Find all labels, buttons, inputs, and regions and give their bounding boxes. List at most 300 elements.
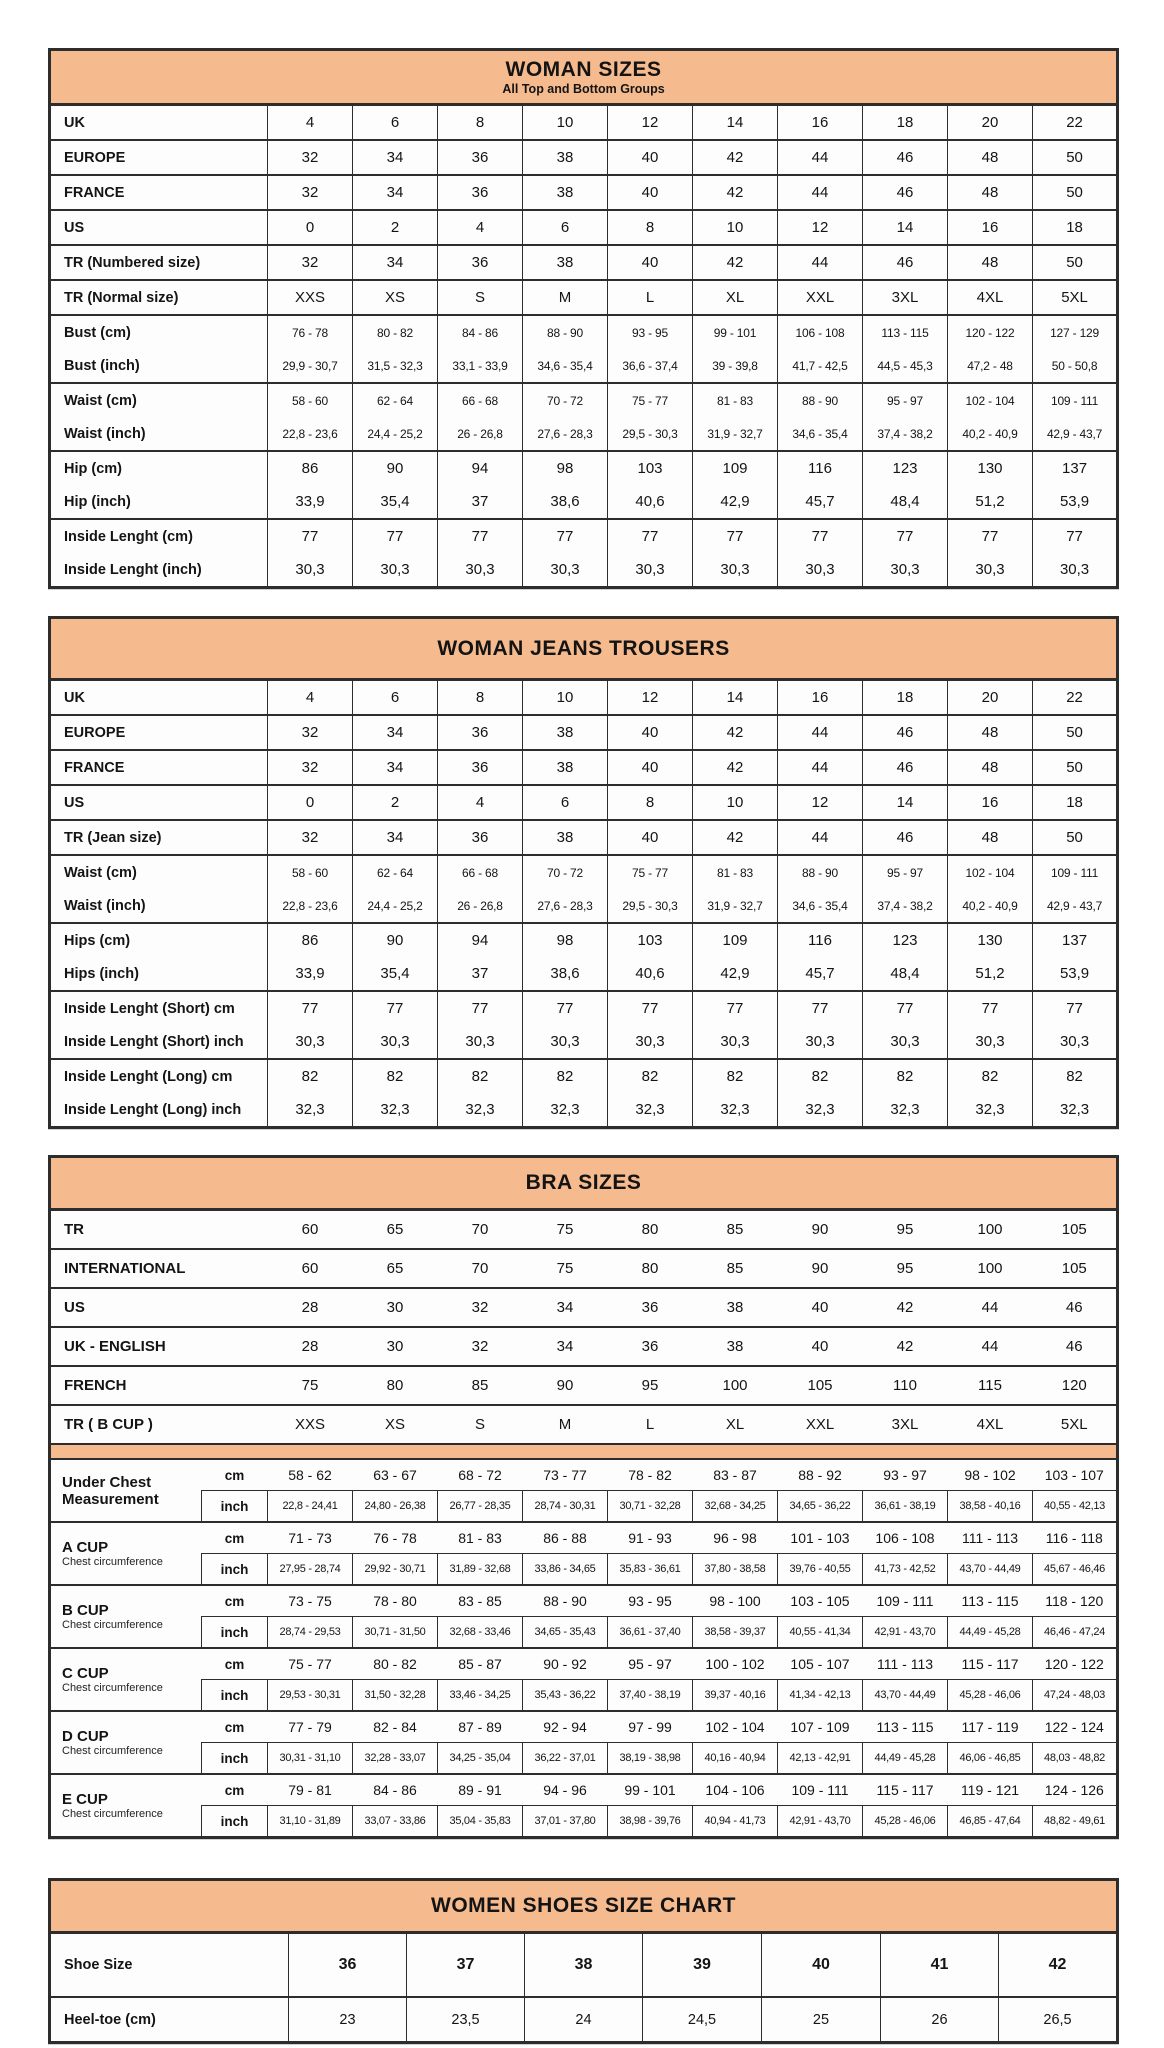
size-cell: 22,8 - 23,6: [268, 417, 353, 451]
size-cell: 48,03 - 48,82: [1033, 1743, 1118, 1775]
size-cell: 34: [523, 1327, 608, 1366]
size-cell: 46: [1033, 1288, 1118, 1327]
size-cell: 82: [608, 1059, 693, 1093]
size-cell: 30,31 - 31,10: [268, 1743, 353, 1775]
size-cell: 93 - 95: [608, 1585, 693, 1617]
size-cell: XXL: [778, 280, 863, 315]
size-cell: 8: [608, 210, 693, 245]
size-cell: XL: [693, 280, 778, 315]
size-cell: 6: [353, 105, 438, 141]
size-cell: 123: [863, 451, 948, 485]
size-cell: 0: [268, 210, 353, 245]
jeans-title: WOMAN JEANS TROUSERS: [437, 636, 730, 660]
size-cell: 106 - 108: [778, 315, 863, 349]
size-cell: 3XL: [863, 1405, 948, 1444]
size-cell: 10: [523, 680, 608, 716]
size-cell: 40,55 - 41,34: [778, 1617, 863, 1649]
size-cell: 62 - 64: [353, 383, 438, 417]
shoes-title: WOMEN SHOES SIZE CHART: [431, 1894, 737, 1918]
size-cell: 93 - 95: [608, 315, 693, 349]
table-row: [50, 140, 1118, 175]
size-cell: 34: [353, 750, 438, 785]
size-cell: 27,6 - 28,3: [523, 417, 608, 451]
size-cell: 38,6: [523, 485, 608, 519]
size-cell: 40: [608, 715, 693, 750]
size-cell: S: [438, 280, 523, 315]
size-cell: 30,3: [438, 1025, 523, 1059]
size-cell: 42: [999, 1933, 1118, 1998]
cup-row-inch: [50, 1491, 1118, 1523]
size-cell: 77: [1033, 519, 1118, 553]
size-cell: 40,2 - 40,9: [948, 417, 1033, 451]
size-cell: 12: [608, 105, 693, 141]
size-cell: 111 - 113: [948, 1522, 1033, 1554]
row-label: UK - ENGLISH: [50, 1327, 268, 1366]
unit-inch: inch: [202, 1617, 268, 1649]
size-cell: 38: [523, 175, 608, 210]
size-cell: 94 - 96: [523, 1774, 608, 1806]
row-label: US: [50, 1288, 268, 1327]
size-cell: 48: [948, 175, 1033, 210]
size-cell: 117 - 119: [948, 1711, 1033, 1743]
size-cell: 66 - 68: [438, 383, 523, 417]
woman-sizes-subtitle: All Top and Bottom Groups: [502, 82, 665, 97]
size-cell: 103: [608, 451, 693, 485]
size-cell: 39: [643, 1933, 762, 1998]
row-label: TR (Jean size): [50, 820, 268, 855]
size-cell: 40: [608, 820, 693, 855]
size-cell: 44,49 - 45,28: [863, 1743, 948, 1775]
table-row: [50, 855, 1118, 889]
table-row: [50, 750, 1118, 785]
size-cell: 77: [863, 991, 948, 1025]
size-cell: 90 - 92: [523, 1648, 608, 1680]
unit-cm: cm: [202, 1774, 268, 1806]
size-cell: 34,6 - 35,4: [778, 889, 863, 923]
table-header-row: [50, 1880, 1118, 1933]
jeans-table: [48, 616, 1119, 1129]
size-cell: 109 - 111: [778, 1774, 863, 1806]
row-label: EUROPE: [50, 715, 268, 750]
section-gap: [48, 1839, 1116, 1878]
size-cell: 36: [438, 750, 523, 785]
size-cell: 30,3: [778, 1025, 863, 1059]
size-cell: 38: [523, 715, 608, 750]
size-cell: 38: [523, 750, 608, 785]
size-cell: 44,5 - 45,3: [863, 349, 948, 383]
size-cell: 77: [608, 519, 693, 553]
size-cell: 76 - 78: [353, 1522, 438, 1554]
size-cell: 116: [778, 451, 863, 485]
size-cell: 32,3: [268, 1093, 353, 1128]
size-cell: 29,9 - 30,7: [268, 349, 353, 383]
size-cell: 123: [863, 923, 948, 957]
size-cell: 63 - 67: [353, 1459, 438, 1491]
size-cell: 77: [778, 519, 863, 553]
cup-subname: Chest circumference: [62, 1808, 163, 1821]
unit-cm: cm: [202, 1459, 268, 1491]
table-row: [50, 245, 1118, 280]
size-cell: 33,9: [268, 957, 353, 991]
size-cell: 45,28 - 46,06: [863, 1806, 948, 1838]
size-cell: 113 - 115: [863, 315, 948, 349]
size-cell: 130: [948, 451, 1033, 485]
size-cell: 46: [1033, 1327, 1118, 1366]
size-cell: 82: [948, 1059, 1033, 1093]
size-cell: 33,46 - 34,25: [438, 1680, 523, 1712]
size-cell: 77: [523, 991, 608, 1025]
size-cell: 42,9: [693, 957, 778, 991]
size-cell: 32: [268, 750, 353, 785]
size-cell: 31,50 - 32,28: [353, 1680, 438, 1712]
size-cell: 103 - 105: [778, 1585, 863, 1617]
size-cell: 44: [948, 1327, 1033, 1366]
size-cell: 26: [881, 1997, 999, 2043]
size-cell: 101 - 103: [778, 1522, 863, 1554]
size-cell: 78 - 82: [608, 1459, 693, 1491]
size-cell: 106 - 108: [863, 1522, 948, 1554]
size-cell: 118 - 120: [1033, 1585, 1118, 1617]
size-cell: 48: [948, 820, 1033, 855]
row-label: FRANCE: [50, 175, 268, 210]
size-cell: 130: [948, 923, 1033, 957]
table-row: [50, 519, 1118, 553]
size-cell: 26,5: [999, 1997, 1118, 2043]
size-cell: 86: [268, 451, 353, 485]
size-cell: 75: [523, 1249, 608, 1288]
size-cell: 45,67 - 46,46: [1033, 1554, 1118, 1586]
size-cell: 4XL: [948, 1405, 1033, 1444]
table-row: [50, 680, 1118, 716]
unit-cm: cm: [202, 1711, 268, 1743]
table-row: [50, 1933, 1118, 1998]
size-cell: 48: [948, 245, 1033, 280]
size-cell: 33,07 - 33,86: [353, 1806, 438, 1838]
size-cell: 33,9: [268, 485, 353, 519]
size-cell: 42: [863, 1288, 948, 1327]
size-cell: 77 - 79: [268, 1711, 353, 1743]
size-cell: 4: [268, 105, 353, 141]
row-label: Bust (inch): [64, 357, 140, 374]
size-cell: 50: [1033, 175, 1118, 210]
size-cell: 77: [438, 991, 523, 1025]
table-row: [50, 1210, 1118, 1250]
size-cell: 0: [268, 785, 353, 820]
size-cell: 30: [353, 1327, 438, 1366]
size-cell: 70 - 72: [523, 383, 608, 417]
size-cell: 113 - 115: [863, 1711, 948, 1743]
size-cell: 30,3: [523, 553, 608, 588]
size-cell: 105: [1033, 1249, 1118, 1288]
size-cell: 36: [608, 1288, 693, 1327]
size-cell: 16: [778, 105, 863, 141]
cup-row-cm: [50, 1648, 1118, 1680]
size-cell: 40,6: [608, 485, 693, 519]
size-cell: 39,37 - 40,16: [693, 1680, 778, 1712]
size-cell: 16: [948, 785, 1033, 820]
cup-name: B CUP: [62, 1601, 109, 1619]
size-cell: 4XL: [948, 280, 1033, 315]
table-row: [50, 1997, 1118, 2043]
shoes-table: [48, 1878, 1119, 2044]
size-cell: 94: [438, 923, 523, 957]
size-cell: 26,77 - 28,35: [438, 1491, 523, 1523]
size-cell: 30,3: [693, 1025, 778, 1059]
table-header-row: [50, 618, 1118, 680]
size-cell: 42,91 - 43,70: [863, 1617, 948, 1649]
size-cell: 30,3: [608, 1025, 693, 1059]
size-cell: 127 - 129: [1033, 315, 1118, 349]
size-cell: 36: [438, 715, 523, 750]
size-cell: 4: [268, 680, 353, 716]
row-label: Inside Lenght (Long) cm: [50, 1059, 268, 1093]
size-cell: 36,6 - 37,4: [608, 349, 693, 383]
size-cell: 30,71 - 31,50: [353, 1617, 438, 1649]
size-cell: 98 - 100: [693, 1585, 778, 1617]
size-cell: 6: [353, 680, 438, 716]
size-cell: 8: [438, 680, 523, 716]
row-label: Hip (inch): [64, 493, 131, 510]
size-cell: 34,65 - 35,43: [523, 1617, 608, 1649]
unit-inch: inch: [202, 1680, 268, 1712]
size-cell: 115 - 117: [948, 1648, 1033, 1680]
size-cell: 35,43 - 36,22: [523, 1680, 608, 1712]
size-cell: 18: [1033, 210, 1118, 245]
size-cell: 105: [778, 1366, 863, 1405]
size-cell: 77: [523, 519, 608, 553]
jeans-section: [48, 616, 1116, 1129]
unit-cm: cm: [202, 1522, 268, 1554]
size-cell: 100: [693, 1366, 778, 1405]
size-cell: 38: [523, 245, 608, 280]
size-cell: 97 - 99: [608, 1711, 693, 1743]
divider-strip: [50, 1444, 1118, 1459]
cup-row-cm: [50, 1459, 1118, 1491]
cup-row-cm: [50, 1711, 1118, 1743]
size-cell: 80: [608, 1249, 693, 1288]
size-cell: 32,68 - 34,25: [693, 1491, 778, 1523]
size-cell: 32,3: [863, 1093, 948, 1128]
cup-label: [50, 1459, 202, 1522]
row-label: Inside Lenght (cm): [50, 519, 268, 553]
cup-subname: Chest circumference: [62, 1682, 163, 1695]
size-cell: 37,4 - 38,2: [863, 889, 948, 923]
size-cell: 40: [778, 1327, 863, 1366]
size-cell: 30,3: [863, 1025, 948, 1059]
cup-row-inch: [50, 1680, 1118, 1712]
size-cell: 47,2 - 48: [948, 349, 1033, 383]
size-cell: 23,5: [407, 1997, 525, 2043]
size-cell: 30,3: [778, 553, 863, 588]
size-cell: 48: [948, 750, 1033, 785]
cup-name: D CUP: [62, 1727, 109, 1745]
size-cell: 23: [289, 1997, 407, 2043]
size-cell: 40,94 - 41,73: [693, 1806, 778, 1838]
size-cell: 44: [778, 715, 863, 750]
size-cell: 98: [523, 923, 608, 957]
size-cell: 30,3: [353, 553, 438, 588]
size-cell: 32,3: [523, 1093, 608, 1128]
cup-row-inch: [50, 1617, 1118, 1649]
size-cell: 42: [693, 715, 778, 750]
row-label: Inside Lenght (Short) cm: [50, 991, 268, 1025]
table-row: [50, 1059, 1118, 1093]
size-cell: 32: [268, 820, 353, 855]
size-cell: 94: [438, 451, 523, 485]
size-cell: 77: [948, 991, 1033, 1025]
table-row: [50, 785, 1118, 820]
size-cell: 77: [268, 991, 353, 1025]
size-cell: 32: [268, 140, 353, 175]
size-cell: 75: [523, 1210, 608, 1250]
size-cell: 58 - 62: [268, 1459, 353, 1491]
table-row: [50, 553, 1118, 588]
size-cell: 34: [353, 715, 438, 750]
table-row: [50, 105, 1118, 141]
size-cell: 6: [523, 210, 608, 245]
size-cell: 34,65 - 36,22: [778, 1491, 863, 1523]
bra-title: BRA SIZES: [525, 1171, 642, 1195]
cup-name: C CUP: [62, 1664, 109, 1682]
table-row: [50, 1288, 1118, 1327]
size-cell: 6: [523, 785, 608, 820]
size-cell: 100: [948, 1249, 1033, 1288]
size-cell: 36: [608, 1327, 693, 1366]
size-cell: 120 - 122: [948, 315, 1033, 349]
size-cell: 37: [407, 1933, 525, 1998]
size-cell: 46: [863, 715, 948, 750]
row-label: Waist (cm): [50, 855, 268, 889]
row-label: FRENCH: [50, 1366, 268, 1405]
size-cell: 30,71 - 32,28: [608, 1491, 693, 1523]
size-cell: 29,5 - 30,3: [608, 417, 693, 451]
size-cell: 18: [1033, 785, 1118, 820]
size-cell: 42: [693, 140, 778, 175]
size-cell: 99 - 101: [693, 315, 778, 349]
row-label: Inside Lenght (Short) inch: [64, 1033, 244, 1050]
size-cell: 35,4: [353, 485, 438, 519]
row-label: INTERNATIONAL: [50, 1249, 268, 1288]
size-cell: 31,9 - 32,7: [693, 417, 778, 451]
size-cell: 46: [863, 175, 948, 210]
size-cell: 78 - 80: [353, 1585, 438, 1617]
row-label: UK: [50, 105, 268, 141]
cup-row-inch: [50, 1743, 1118, 1775]
size-cell: 90: [353, 451, 438, 485]
size-cell: 48,4: [863, 957, 948, 991]
row-label: TR (Normal size): [50, 280, 268, 315]
size-cell: 30,3: [1033, 553, 1118, 588]
size-cell: 109: [693, 923, 778, 957]
size-cell: 137: [1033, 923, 1118, 957]
size-cell: 32,28 - 33,07: [353, 1743, 438, 1775]
size-cell: 77: [353, 991, 438, 1025]
size-cell: 115 - 117: [863, 1774, 948, 1806]
size-cell: 2: [353, 210, 438, 245]
size-cell: 40: [608, 750, 693, 785]
size-cell: 46: [863, 820, 948, 855]
size-cell: 30,3: [268, 1025, 353, 1059]
size-cell: 42,9 - 43,7: [1033, 417, 1118, 451]
size-cell: 76 - 78: [268, 315, 353, 349]
bra-section: [48, 1155, 1116, 1839]
size-cell: 53,9: [1033, 485, 1118, 519]
cup-row-inch: [50, 1806, 1118, 1838]
size-cell: 42: [693, 820, 778, 855]
size-cell: 80 - 82: [353, 1648, 438, 1680]
size-cell: 30: [353, 1288, 438, 1327]
size-cell: 113 - 115: [948, 1585, 1033, 1617]
size-cell: 34: [523, 1288, 608, 1327]
woman-sizes-table: [48, 48, 1119, 589]
size-cell: 36,22 - 37,01: [523, 1743, 608, 1775]
size-cell: 70: [438, 1210, 523, 1250]
size-cell: 34,6 - 35,4: [523, 349, 608, 383]
size-cell: 88 - 90: [523, 1585, 608, 1617]
size-cell: 89 - 91: [438, 1774, 523, 1806]
size-cell: 137: [1033, 451, 1118, 485]
size-cell: 40: [778, 1288, 863, 1327]
size-cell: 77: [948, 519, 1033, 553]
size-cell: 42: [863, 1327, 948, 1366]
size-cell: 109 - 111: [1033, 855, 1118, 889]
size-cell: 46: [863, 245, 948, 280]
size-cell: 119 - 121: [948, 1774, 1033, 1806]
cup-row-cm: [50, 1522, 1118, 1554]
size-cell: 32: [438, 1327, 523, 1366]
size-cell: 116: [778, 923, 863, 957]
unit-inch: inch: [202, 1554, 268, 1586]
size-cell: 38,19 - 38,98: [608, 1743, 693, 1775]
size-cell: 81 - 83: [438, 1522, 523, 1554]
size-cell: 38: [523, 140, 608, 175]
size-cell: 120 - 122: [1033, 1648, 1118, 1680]
size-cell: 50: [1033, 715, 1118, 750]
size-cell: 93 - 97: [863, 1459, 948, 1491]
size-cell: 60: [268, 1249, 353, 1288]
size-cell: 26 - 26,8: [438, 417, 523, 451]
size-cell: 109 - 111: [863, 1585, 948, 1617]
size-cell: 98 - 102: [948, 1459, 1033, 1491]
size-cell: 46,85 - 47,64: [948, 1806, 1033, 1838]
size-cell: 30,3: [353, 1025, 438, 1059]
size-cell: XL: [693, 1405, 778, 1444]
size-cell: 34: [353, 175, 438, 210]
size-cell: 30,3: [948, 553, 1033, 588]
size-cell: 41,7 - 42,5: [778, 349, 863, 383]
size-cell: 5XL: [1033, 280, 1118, 315]
size-cell: 30,3: [1033, 1025, 1118, 1059]
size-cell: 51,2: [948, 957, 1033, 991]
size-cell: 45,7: [778, 485, 863, 519]
size-cell: 50: [1033, 820, 1118, 855]
table-row: [50, 280, 1118, 315]
size-cell: 35,83 - 36,61: [608, 1554, 693, 1586]
size-cell: 86 - 88: [523, 1522, 608, 1554]
size-cell: 92 - 94: [523, 1711, 608, 1743]
size-cell: 41: [881, 1933, 999, 1998]
size-cell: 77: [268, 519, 353, 553]
size-cell: 28: [268, 1288, 353, 1327]
row-label: TR: [50, 1210, 268, 1250]
size-cell: 75: [268, 1366, 353, 1405]
size-cell: 25: [762, 1997, 881, 2043]
size-cell: 62 - 64: [353, 855, 438, 889]
size-cell: 84 - 86: [438, 315, 523, 349]
size-cell: 124 - 126: [1033, 1774, 1118, 1806]
size-cell: 40,6: [608, 957, 693, 991]
size-cell: 16: [948, 210, 1033, 245]
